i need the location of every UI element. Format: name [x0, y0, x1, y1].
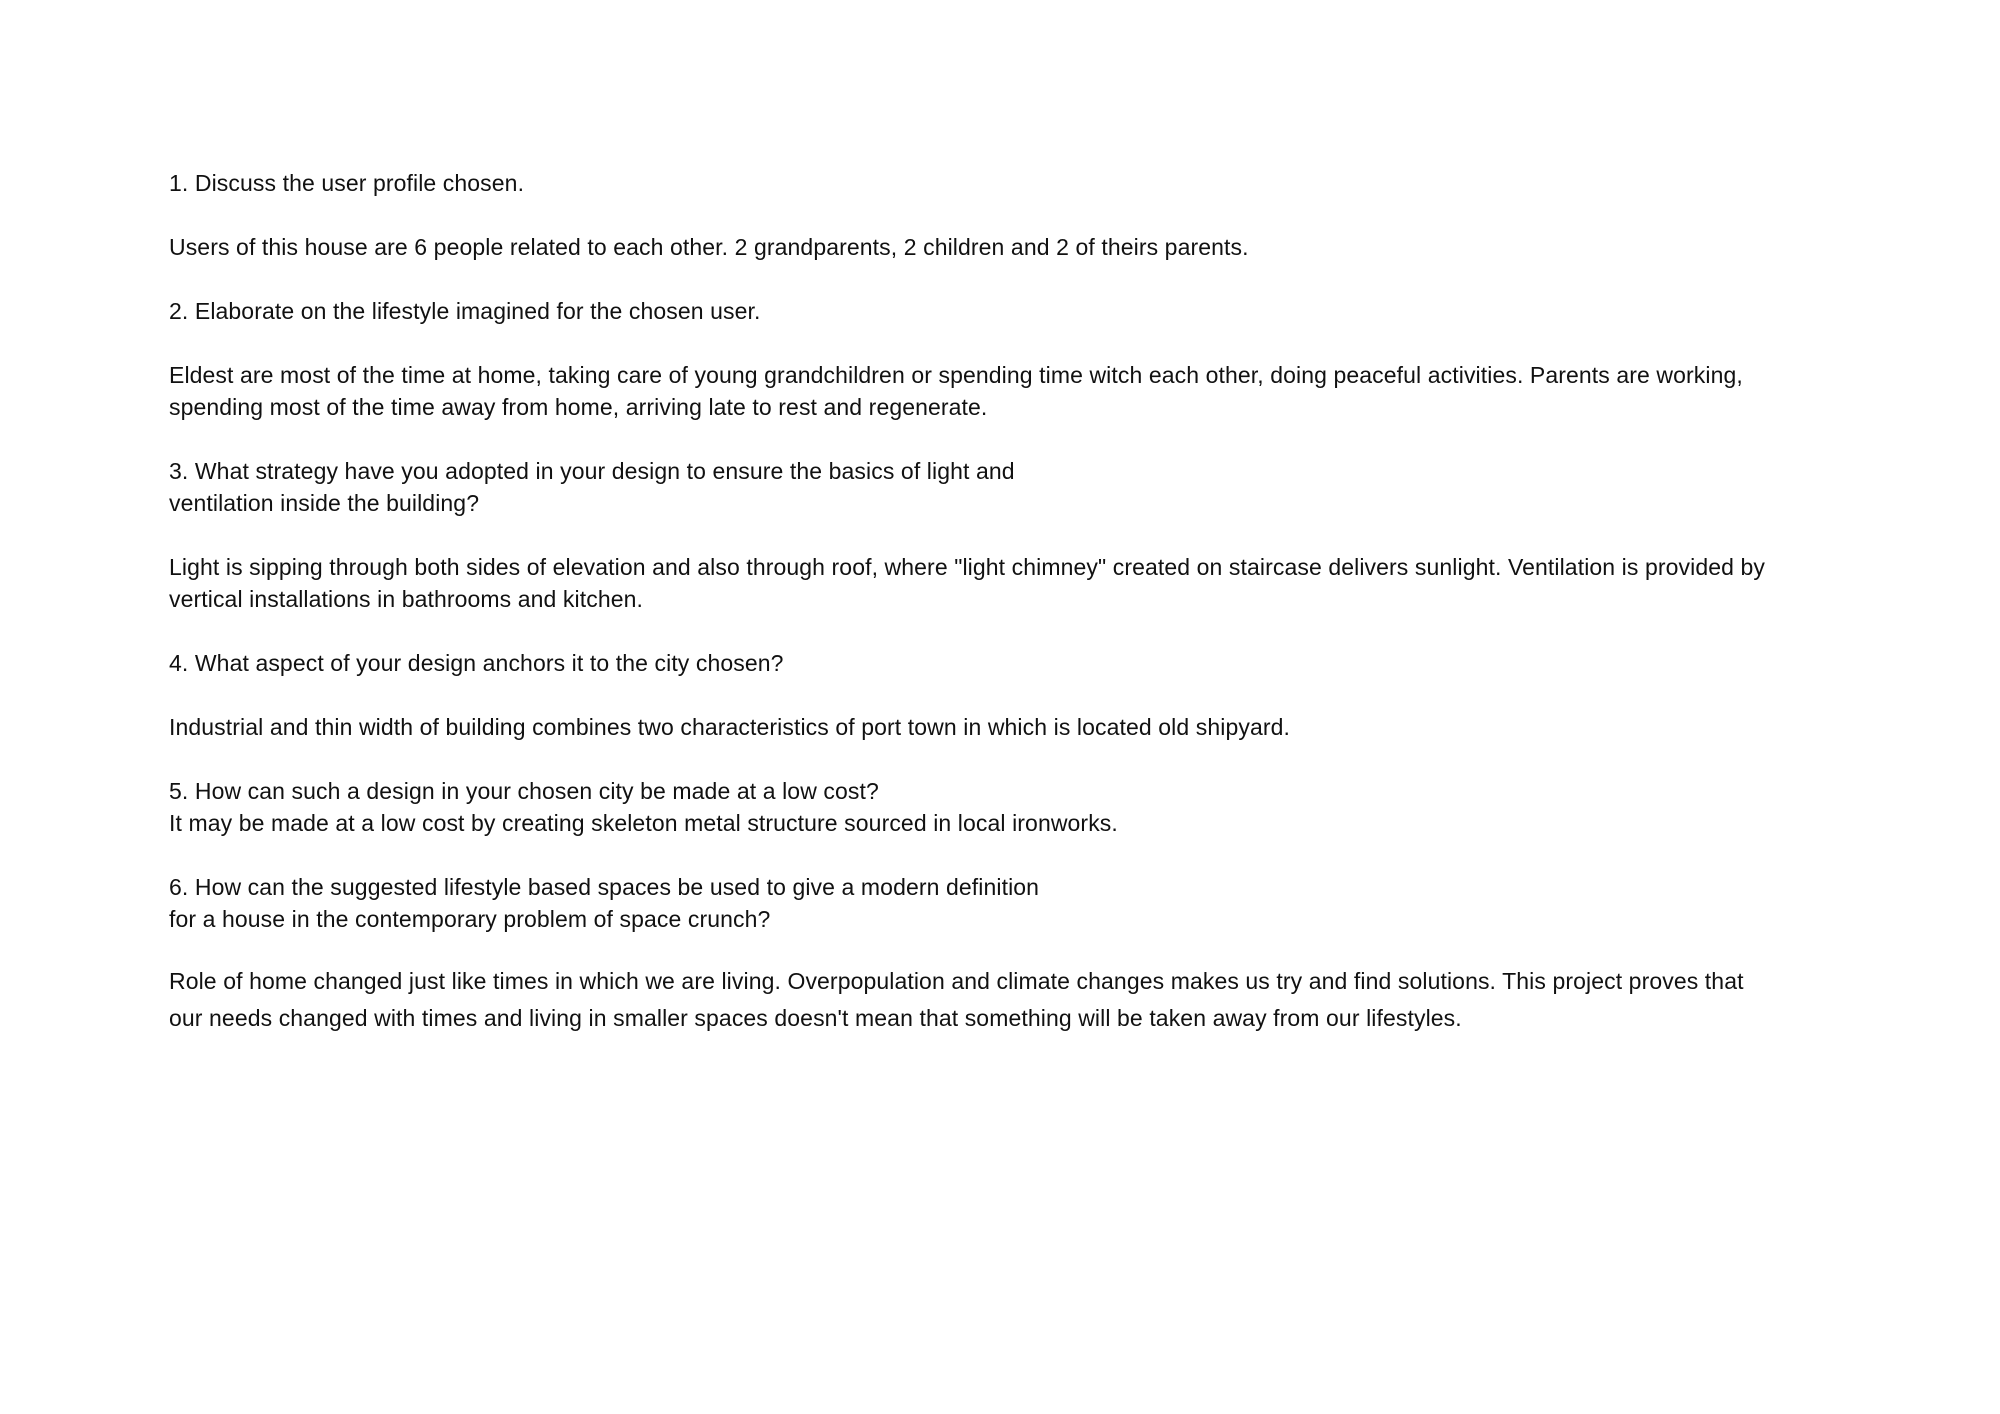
answer-4: Industrial and thin width of building combines two characteristics of port town in which is located old shipyard. — [169, 714, 1290, 740]
question-6-line-2: for a house in the contemporary problem of space crunch? — [169, 906, 771, 932]
answer-1: Users of this house are 6 people related to each other. 2 grandparents, 2 children and 2 of theirs parents. — [169, 234, 1249, 260]
spacer — [169, 423, 1869, 455]
question-1: 1. Discuss the user profile chosen. — [169, 170, 525, 196]
spacer — [169, 679, 1869, 711]
spacer — [169, 327, 1869, 359]
document-body — [169, 167, 1869, 1037]
answer-3-line-1: Light is sipping through both sides of elevation and also through roof, where "light chimney" created on staircase delivers sunlight. Ventilation is provided by — [169, 554, 1765, 580]
spacer — [169, 743, 1869, 775]
spacer — [169, 615, 1869, 647]
answer-2-line-1: Eldest are most of the time at home, taking care of young grandchildren or spending time witch each other, doing peaceful activities. Parents are working, — [169, 362, 1743, 388]
spacer — [169, 519, 1869, 551]
answer-3-line-2: vertical installations in bathrooms and kitchen. — [169, 586, 643, 612]
answer-2-line-2: spending most of the time away from home, arriving late to rest and regenerate. — [169, 394, 988, 420]
question-3-line-1: 3. What strategy have you adopted in your design to ensure the basics of light and — [169, 458, 1015, 484]
spacer — [169, 263, 1869, 295]
question-4: 4. What aspect of your design anchors it to the city chosen? — [169, 650, 784, 676]
spacer — [169, 199, 1869, 231]
answer-6-line-1: Role of home changed just like times in which we are living. Overpopulation and climate changes makes us try and find solutions. This project proves that — [169, 968, 1744, 994]
question-5: 5. How can such a design in your chosen city be made at a low cost? — [169, 778, 879, 804]
spacer — [169, 935, 1869, 963]
spacer — [169, 839, 1869, 871]
question-6-line-1: 6. How can the suggested lifestyle based spaces be used to give a modern definition — [169, 874, 1040, 900]
question-2: 2. Elaborate on the lifestyle imagined for the chosen user. — [169, 298, 761, 324]
answer-5: It may be made at a low cost by creating skeleton metal structure sourced in local ironworks. — [169, 810, 1118, 836]
question-3-line-2: ventilation inside the building? — [169, 490, 480, 516]
answer-6 — [169, 963, 1869, 1037]
answer-6-line-2: our needs changed with times and living in smaller spaces doesn't mean that something will be taken away from our lifestyles. — [169, 1005, 1462, 1031]
